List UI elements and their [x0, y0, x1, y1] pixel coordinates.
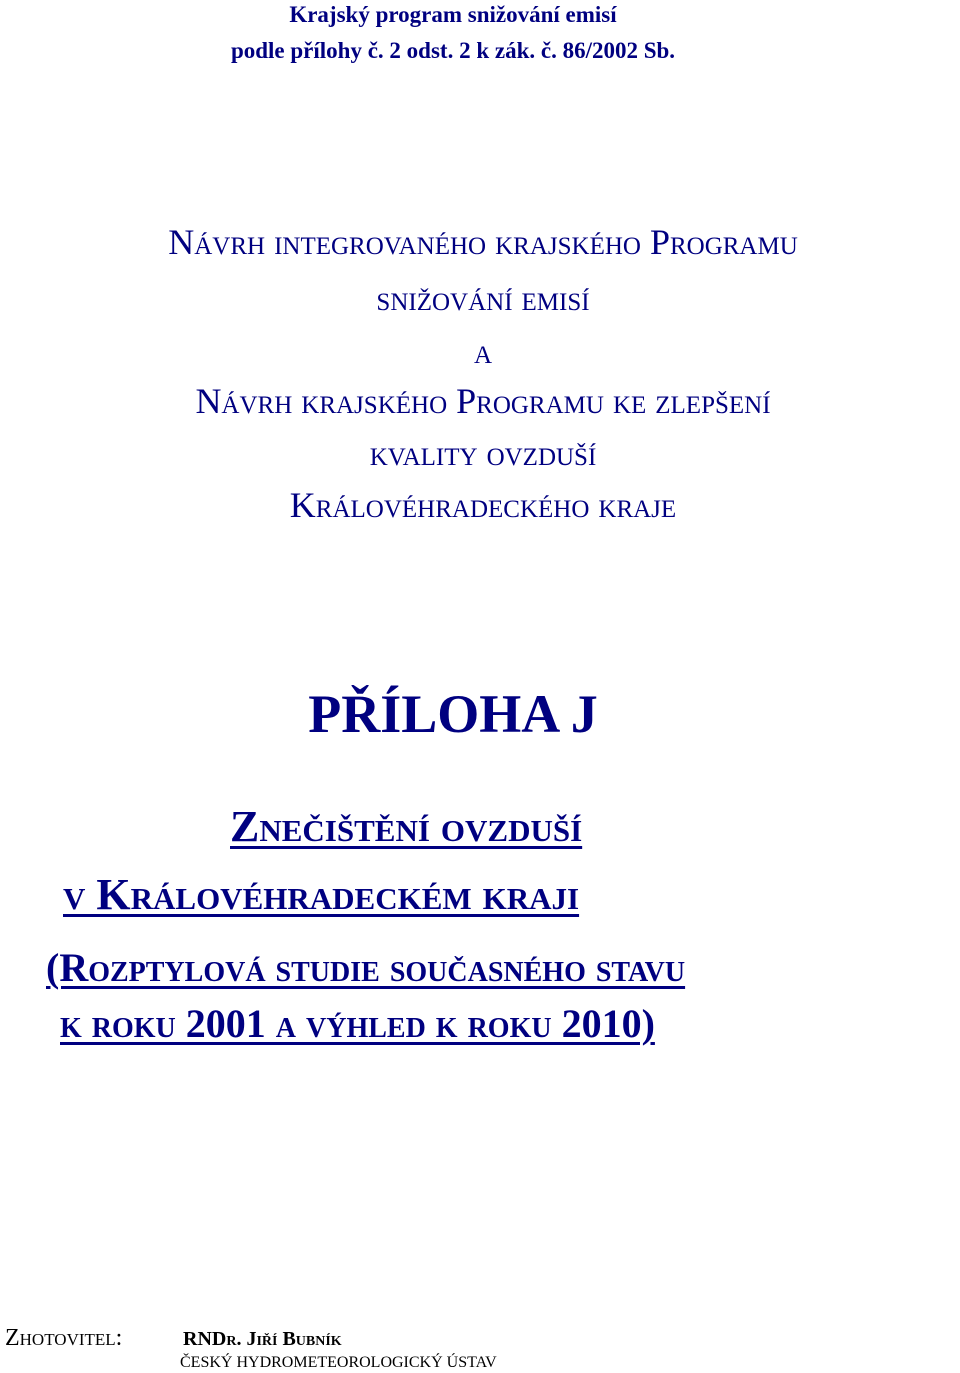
footer-author-name: RNDr. Jiří Bubník — [183, 1328, 342, 1350]
header-program-title: Krajský program snižování emisí — [289, 2, 617, 27]
header-legal-reference: podle přílohy č. 2 odst. 2 k zák. č. 86/2002 Sb. — [230, 38, 676, 63]
title-line-5: kvality ovzduší — [369, 433, 597, 473]
title-line-6: Královéhradeckého kraje — [289, 485, 677, 525]
subtitle-line-1: Znečištění ovzduší — [230, 802, 583, 851]
title-line-1: Návrh integrovaného krajského Programu — [168, 222, 798, 262]
footer-contractor-label: Zhotovitel: — [5, 1325, 123, 1351]
appendix-heading: PŘÍLOHA J — [308, 684, 598, 744]
subtitle-line-3: (Rozptylová studie současného stavu — [46, 945, 686, 990]
footer-organization: ČESKÝ HYDROMETEOROLOGICKÝ ÚSTAV — [180, 1354, 497, 1371]
subtitle-line-4: k roku 2001 a výhled k roku 2010) — [60, 1001, 655, 1046]
title-line-3: a — [473, 331, 493, 371]
subtitle-line-2: v Královéhradeckém kraji — [63, 870, 580, 919]
title-line-2: snižování emisí — [376, 278, 590, 318]
title-line-4: Návrh krajského Programu ke zlepšení — [195, 381, 771, 421]
